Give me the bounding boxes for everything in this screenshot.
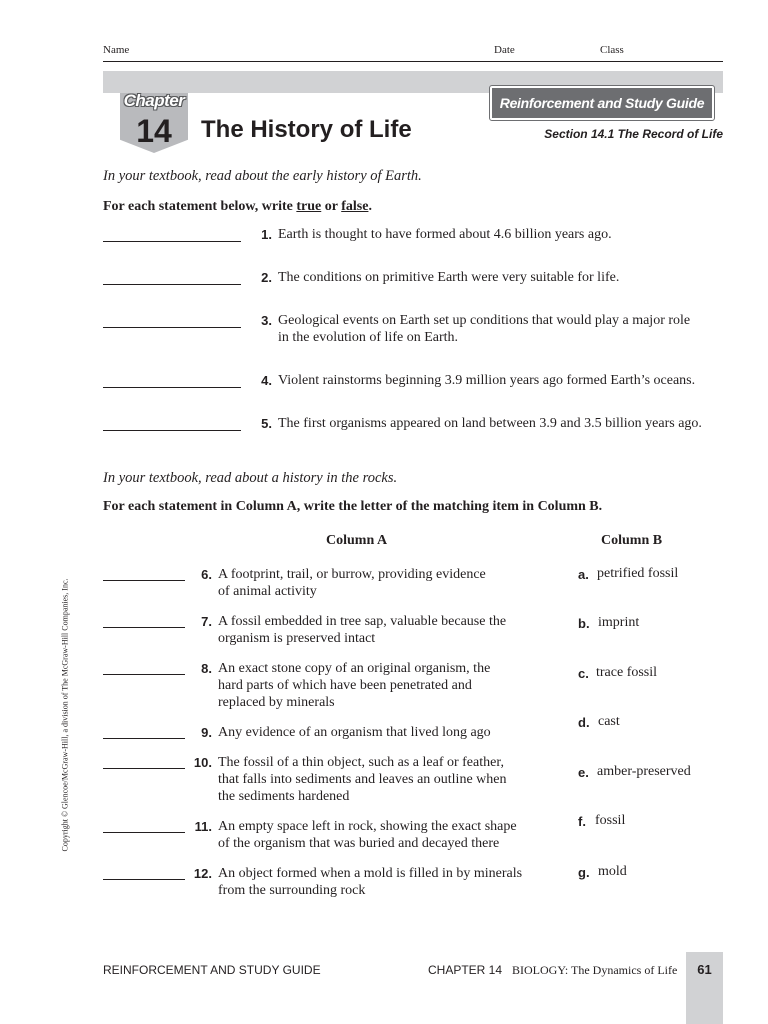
- question-text-continued: the sediments hardened: [218, 789, 350, 804]
- copyright-notice: Copyright © Glencoe/McGraw-Hill, a division of The McGraw-Hill Companies, Inc.: [60, 578, 70, 852]
- question-number: 9.: [201, 725, 212, 740]
- footer-chapter: CHAPTER 14: [428, 963, 503, 977]
- choice-text: fossil: [595, 813, 626, 828]
- study-guide-badge: Reinforcement and Study Guide: [490, 86, 714, 120]
- question-text: Geological events on Earth set up conditions that would play a major role: [278, 313, 691, 328]
- class-label: Class: [600, 44, 624, 56]
- question-text-continued: that falls into sediments and leaves an outline when: [218, 772, 507, 787]
- date-label: Date: [494, 44, 515, 56]
- answer-blank-3[interactable]: [103, 327, 241, 328]
- question-number: 4.: [261, 373, 272, 388]
- chapter-number: 14: [136, 113, 172, 149]
- instruction-false: false: [341, 199, 369, 214]
- footer-book-title: BIOLOGY: The Dynamics of Life: [512, 963, 678, 977]
- question-number: 2.: [261, 270, 272, 285]
- choice-text: amber-preserved: [597, 764, 691, 779]
- question-text: The first organisms appeared on land between 3.9 and 3.5 billion years ago.: [278, 416, 702, 431]
- name-label: Name: [103, 44, 130, 56]
- chapter-title: The History of Life: [201, 116, 412, 143]
- question-number: 3.: [261, 313, 272, 328]
- question-text: Any evidence of an organism that lived long ago: [218, 725, 491, 740]
- choice-text: mold: [598, 864, 627, 879]
- part2-intro: In your textbook, read about a history in the rocks.: [103, 470, 398, 486]
- question-text-continued: hard parts of which have been penetrated and: [218, 678, 472, 693]
- question-number: 8.: [201, 661, 212, 676]
- match-blank-12[interactable]: [103, 879, 185, 880]
- choice-letter: g.: [578, 865, 590, 880]
- question-text-continued: from the surrounding rock: [218, 883, 366, 898]
- chapter-word: Chapter: [123, 91, 185, 110]
- question-text: The conditions on primitive Earth were very suitable for life.: [278, 270, 620, 285]
- question-text: An object formed when a mold is filled in by minerals: [218, 866, 523, 881]
- choice-text: petrified fossil: [597, 566, 679, 581]
- part1-instruction: [103, 199, 372, 215]
- question-text-continued: of animal activity: [218, 584, 317, 599]
- question-text: A fossil embedded in tree sap, valuable because the: [218, 614, 507, 629]
- question-text: The fossil of a thin object, such as a leaf or feather,: [218, 755, 504, 770]
- match-blank-8[interactable]: [103, 674, 185, 675]
- question-text-continued: of the organism that was buried and decayed there: [218, 836, 500, 851]
- choice-letter: f.: [578, 814, 586, 829]
- column-a-heading: Column A: [326, 533, 388, 548]
- choice-letter: e.: [578, 765, 589, 780]
- question-number: 5.: [261, 416, 272, 431]
- page-number: 61: [697, 962, 712, 977]
- match-blank-7[interactable]: [103, 627, 185, 628]
- question-text-continued: organism is preserved intact: [218, 631, 376, 646]
- choice-letter: d.: [578, 715, 590, 730]
- choice-letter: a.: [578, 567, 589, 582]
- question-number: 11.: [194, 819, 212, 834]
- answer-blank-1[interactable]: [103, 241, 241, 242]
- match-blank-11[interactable]: [103, 832, 185, 833]
- question-number: 7.: [201, 614, 212, 629]
- question-number: 10.: [193, 755, 212, 770]
- question-number: 12.: [193, 866, 212, 881]
- question-text: Earth is thought to have formed about 4.6 billion years ago.: [278, 227, 612, 242]
- footer-guide-title: REINFORCEMENT AND STUDY GUIDE: [103, 963, 321, 977]
- choice-text: trace fossil: [596, 665, 658, 680]
- match-blank-6[interactable]: [103, 580, 185, 581]
- question-text: An exact stone copy of an original organism, the: [218, 661, 491, 676]
- answer-blank-2[interactable]: [103, 284, 241, 285]
- part2-instruction: For each statement in Column A, write the letter of the matching item in Column B.: [103, 499, 603, 514]
- choice-text: imprint: [598, 615, 640, 630]
- answer-blank-5[interactable]: [103, 430, 241, 431]
- answer-blank-4[interactable]: [103, 387, 241, 388]
- question-text-continued: replaced by minerals: [218, 695, 335, 710]
- header-rule: [103, 61, 723, 62]
- question-number: 1.: [261, 227, 272, 242]
- instruction-prefix: For each statement below, write: [103, 199, 297, 214]
- question-text: Violent rainstorms beginning 3.9 million years ago formed Earth’s oceans.: [278, 373, 696, 388]
- part1-intro: In your textbook, read about the early history of Earth.: [103, 168, 422, 184]
- instruction-suffix: .: [368, 199, 372, 214]
- question-text-continued: in the evolution of life on Earth.: [278, 330, 459, 345]
- choice-letter: c.: [578, 666, 589, 681]
- choice-letter: b.: [578, 616, 590, 631]
- match-blank-9[interactable]: [103, 738, 185, 739]
- match-blank-10[interactable]: [103, 768, 185, 769]
- instruction-or: or: [321, 199, 342, 214]
- choice-text: cast: [598, 714, 620, 729]
- section-title: Section 14.1 The Record of Life: [544, 127, 723, 141]
- instruction-true: true: [296, 199, 322, 214]
- question-text: A footprint, trail, or burrow, providing evidence: [218, 567, 486, 582]
- column-b-heading: Column B: [601, 533, 663, 548]
- question-text: An empty space left in rock, showing the exact shape: [218, 819, 517, 834]
- question-number: 6.: [201, 567, 212, 582]
